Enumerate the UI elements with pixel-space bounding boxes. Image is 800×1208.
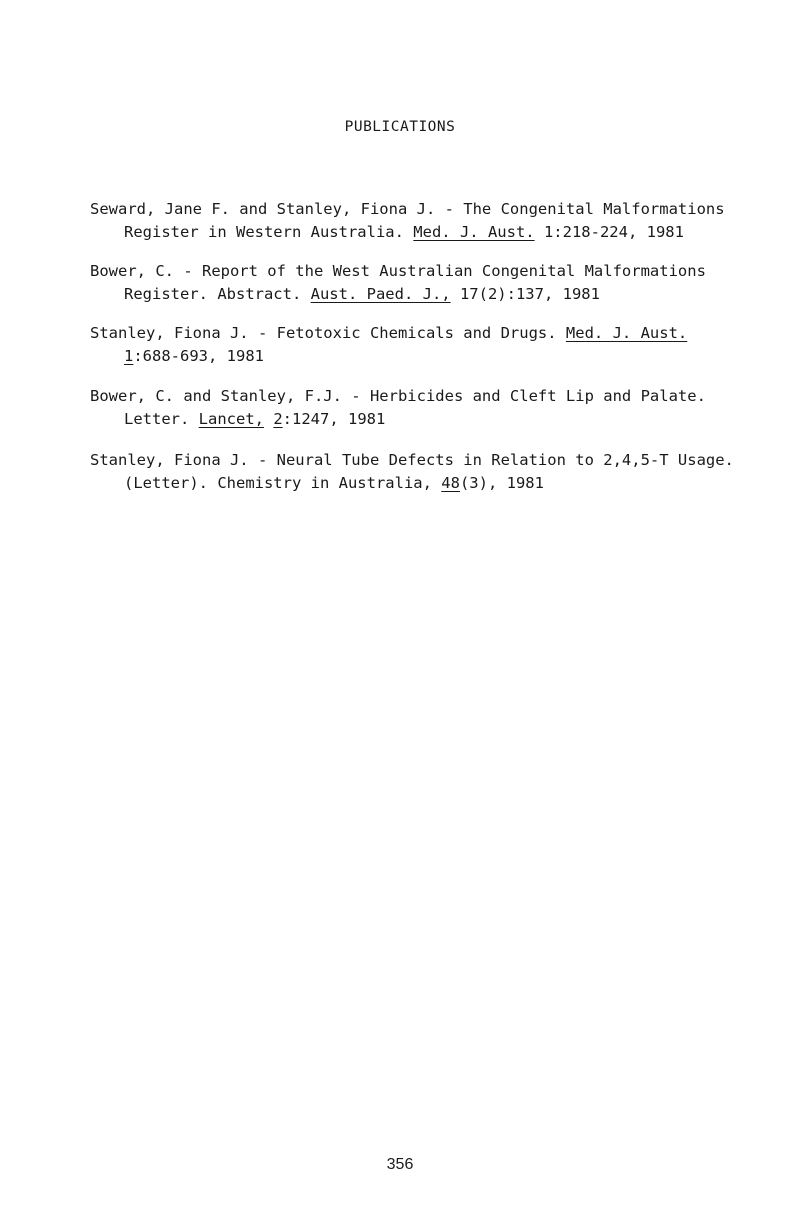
page-number: 356 (386, 1156, 414, 1173)
journal-title: Med. J. Aust. (565, 324, 688, 342)
reference-2-line-2: Register. Abstract. Aust. Paed. J., 17(2):137, 1981 (124, 285, 600, 303)
reference-2-line-1: Bower, C. - Report of the West Australian Congenital Malformations (90, 262, 706, 280)
volume-number: 1 (124, 347, 134, 365)
reference-2 (90, 260, 706, 306)
reference-5-line-2: (Letter). Chemistry in Australia, 48(3), 1981 (124, 474, 544, 492)
reference-1 (90, 198, 725, 244)
journal-title: Aust. Paed. J., (310, 285, 451, 303)
journal-title: Med. J. Aust. (413, 223, 535, 241)
volume-number: 2 (273, 410, 283, 428)
reference-3-line-2: 1:688-693, 1981 (124, 347, 264, 365)
reference-3 (90, 322, 687, 368)
reference-5 (90, 449, 734, 495)
reference-4-line-1: Bower, C. and Stanley, F.J. - Herbicides and Cleft Lip and Palate. (90, 387, 706, 405)
reference-5-line-1: Stanley, Fiona J. - Neural Tube Defects in Relation to 2,4,5-T Usage. (90, 451, 734, 469)
reference-1-line-1: Seward, Jane F. and Stanley, Fiona J. - The Congenital Malformations (90, 200, 725, 218)
page-title: PUBLICATIONS (344, 119, 456, 135)
reference-4 (90, 385, 706, 431)
journal-title: Lancet, (198, 410, 264, 428)
reference-1-line-2: Register in Western Australia. Med. J. Aust. 1:218-224, 1981 (124, 223, 684, 241)
reference-4-line-2: Letter. Lancet, 2:1247, 1981 (124, 410, 386, 428)
reference-3-line-1: Stanley, Fiona J. - Fetotoxic Chemicals and Drugs. Med. J. Aust. (90, 324, 688, 342)
volume-number: 48 (441, 474, 460, 492)
